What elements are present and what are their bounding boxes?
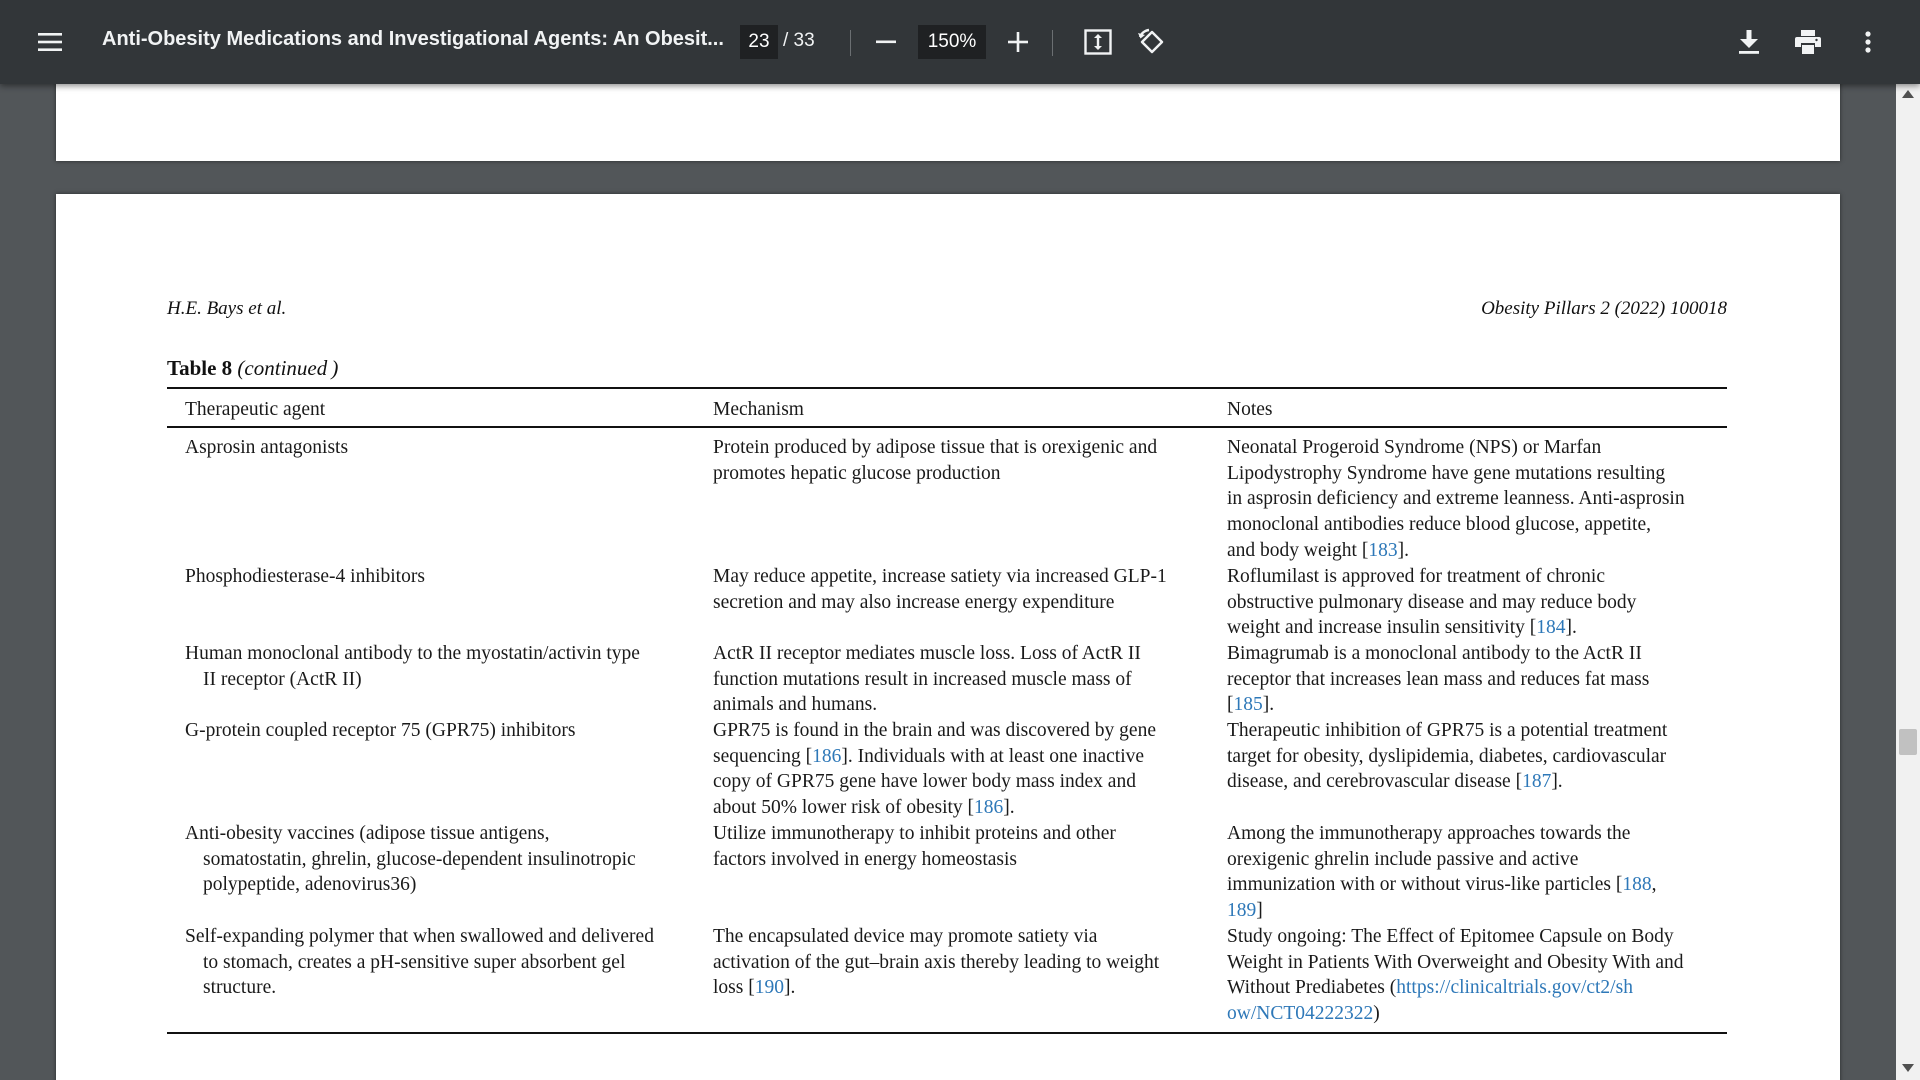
cell-text: ,	[1651, 874, 1657, 896]
cell-line	[1227, 718, 1717, 744]
cell-mechanism	[713, 821, 1201, 872]
citation-link[interactable]: 188	[1622, 874, 1652, 896]
cell-agent	[185, 435, 695, 461]
cell-line	[1227, 512, 1717, 538]
fit-to-page-button[interactable]	[1078, 22, 1118, 62]
toolbar-divider	[850, 30, 851, 56]
cell-agent	[185, 718, 695, 744]
more-vert-icon	[1865, 31, 1871, 53]
cell-text: The encapsulated device may promote satiety via	[713, 926, 1098, 947]
cell-text: Neonatal Progeroid Syndrome (NPS) or Marfan	[1227, 437, 1602, 458]
cell-mechanism	[713, 435, 1201, 486]
print-button[interactable]	[1788, 22, 1828, 62]
cell-line	[1227, 872, 1717, 898]
citation-link[interactable]: 187	[1522, 771, 1552, 793]
table-caption-continued: (continued )	[237, 356, 339, 380]
cell-text: Therapeutic inhibition of GPR75 is a potential treatment	[1227, 720, 1668, 741]
cell-line: animals and humans.	[713, 694, 878, 716]
column-header-notes: Notes	[1227, 399, 1273, 420]
cell-text: disease, and cerebrovascular disease [	[1227, 771, 1523, 793]
cell-text: in asprosin deficiency and extreme leanness. Anti-asprosin	[1227, 488, 1685, 510]
page-total: / 33	[783, 30, 815, 51]
cell-line: II receptor (ActR II)	[203, 668, 362, 690]
cell-text: ].	[1397, 539, 1409, 561]
cell-agent	[185, 924, 695, 1001]
cell-text: orexigenic ghrelin include passive and active	[1227, 848, 1579, 870]
vertical-scrollbar[interactable]	[1896, 84, 1920, 1080]
cell-notes	[1227, 641, 1717, 718]
cell-line	[1227, 924, 1717, 950]
cell-text: loss [	[713, 977, 755, 999]
cell-line: Phosphodiesterase-4 inhibitors	[185, 566, 425, 587]
cell-text: GPR75 is found in the brain and was discovered by gene	[713, 720, 1156, 741]
plus-icon	[1008, 32, 1028, 52]
menu-button[interactable]	[30, 22, 70, 62]
cell-text: about 50% lower risk of obesity [	[713, 797, 975, 819]
cell-line: polypeptide, adenovirus36)	[203, 874, 417, 896]
scroll-up-arrow-icon[interactable]	[1902, 90, 1914, 98]
cell-text: ].	[783, 977, 796, 999]
cell-mechanism	[713, 641, 1201, 718]
cell-line	[1227, 847, 1717, 873]
rotate-icon	[1137, 28, 1165, 56]
cell-line: promotes hepatic glucose production	[713, 462, 1001, 484]
cell-text: sequencing [	[713, 745, 813, 767]
zoom-level-input[interactable]: 150%	[918, 25, 986, 59]
cell-line: Anti-obesity vaccines (adipose tissue antigens,	[185, 823, 550, 844]
cell-line	[1227, 1001, 1717, 1027]
cell-line: Utilize immunotherapy to inhibit proteins and other	[713, 823, 1116, 844]
cell-line: G-protein coupled receptor 75 (GPR75) inhibitors	[185, 720, 576, 741]
print-icon	[1795, 30, 1821, 54]
cell-text: receptor that increases lean mass and reduces fat mass	[1227, 668, 1650, 690]
column-header-mechanism: Mechanism	[713, 399, 804, 420]
cell-text: weight and increase insulin sensitivity [	[1227, 617, 1537, 639]
cell-text: copy of GPR75 gene have lower body mass index and	[713, 771, 1136, 793]
cell-mechanism	[713, 564, 1201, 615]
cell-line: Asprosin antagonists	[185, 437, 349, 458]
cell-mechanism	[713, 924, 1201, 1001]
cell-notes	[1227, 924, 1717, 1027]
cell-notes	[1227, 821, 1717, 924]
cell-line: Human monoclonal antibody to the myostatin/activin type	[185, 643, 640, 664]
cell-text: and body weight [	[1227, 539, 1369, 561]
cell-line	[1227, 538, 1717, 564]
cell-line	[1227, 821, 1717, 847]
cell-line	[1227, 975, 1717, 1001]
toolbar-divider	[1052, 30, 1053, 56]
cell-line	[1227, 692, 1717, 718]
cell-line: ActR II receptor mediates muscle loss. Loss of ActR II	[713, 643, 1141, 664]
cell-agent	[185, 564, 695, 590]
cell-line: somatostatin, ghrelin, glucose-dependent insulinotropic	[203, 848, 636, 870]
cell-line	[1227, 950, 1717, 976]
cell-mechanism	[713, 718, 1201, 821]
citation-link[interactable]: 190	[754, 977, 784, 999]
cell-line: Protein produced by adipose tissue that is orexigenic and	[713, 437, 1158, 458]
cell-text: obstructive pulmonary disease and may reduce body	[1227, 591, 1637, 613]
cell-line: structure.	[203, 977, 277, 999]
cell-agent	[185, 641, 695, 692]
cell-line	[713, 718, 1201, 744]
pdf-toolbar	[0, 0, 1920, 84]
document-title: Anti-Obesity Medications and Investigational Agents: An Obesit...	[102, 28, 724, 50]
table-top-rule	[167, 387, 1727, 389]
cell-text: [	[1227, 694, 1234, 716]
table-header-rule	[167, 426, 1727, 428]
running-head-journal: Obesity Pillars 2 (2022) 100018	[1481, 298, 1727, 319]
cell-text: Weight in Patients With Overweight and Obesity With and	[1227, 951, 1684, 973]
rotate-button[interactable]	[1131, 22, 1171, 62]
download-button[interactable]	[1729, 22, 1769, 62]
menu-icon	[38, 32, 62, 52]
cell-text: )	[1373, 1003, 1380, 1025]
cell-line	[713, 744, 1201, 770]
scroll-down-arrow-icon[interactable]	[1902, 1064, 1914, 1072]
citation-link[interactable]: ow/NCT04222322	[1227, 1003, 1374, 1025]
citation-link[interactable]: 185	[1233, 694, 1263, 716]
cell-text: immunization with or without virus-like particles [	[1227, 874, 1623, 896]
cell-line: factors involved in energy homeostasis	[713, 848, 1017, 870]
cell-line	[1227, 641, 1717, 667]
cell-line: to stomach, creates a pH-sensitive super absorbent gel	[203, 951, 626, 973]
cell-line: May reduce appetite, increase satiety via increased GLP-1	[713, 566, 1167, 587]
cell-text: Roflumilast is approved for treatment of chronic	[1227, 566, 1605, 587]
cell-text: target for obesity, dyslipidemia, diabetes, cardiovascular	[1227, 745, 1667, 767]
citation-link[interactable]: 184	[1536, 617, 1566, 639]
zoom-out-button[interactable]	[866, 22, 906, 62]
citation-link[interactable]: 183	[1368, 539, 1398, 561]
cell-text: ].	[1551, 771, 1563, 793]
cell-text: activation of the gut–brain axis thereby leading to weight	[713, 951, 1160, 973]
more-options-button[interactable]	[1848, 22, 1888, 62]
cell-line	[1227, 615, 1717, 641]
cell-text: Lipodystrophy Syndrome have gene mutations resulting	[1227, 462, 1666, 484]
cell-line: secretion and may also increase energy expenditure	[713, 591, 1115, 613]
cell-line	[1227, 486, 1717, 512]
fit-to-page-icon	[1084, 29, 1112, 55]
cell-line	[713, 769, 1201, 795]
table-caption-label: Table 8	[167, 356, 233, 380]
page-number-input[interactable]: 23	[740, 25, 778, 59]
cell-line	[1227, 744, 1717, 770]
cell-line	[1227, 435, 1717, 461]
cell-line: Self-expanding polymer that when swallowed and delivered	[185, 926, 654, 947]
cell-notes	[1227, 435, 1717, 564]
cell-text: ].	[1262, 694, 1275, 716]
cell-notes	[1227, 718, 1717, 795]
cell-text: Bimagrumab is a monoclonal antibody to the ActR II	[1227, 643, 1642, 664]
cell-text: ].	[1565, 617, 1577, 639]
cell-line	[1227, 461, 1717, 487]
zoom-in-button[interactable]	[998, 22, 1038, 62]
cell-text: ].	[1003, 797, 1015, 819]
cell-notes	[1227, 564, 1717, 641]
cell-text: Without Prediabetes (	[1227, 977, 1397, 999]
table-bottom-rule	[167, 1032, 1727, 1034]
cell-text: Among the immunotherapy approaches towards the	[1227, 823, 1631, 844]
cell-text: ]	[1256, 900, 1263, 922]
cell-line	[713, 950, 1201, 976]
table-caption	[167, 356, 338, 381]
cell-line	[1227, 769, 1717, 795]
citation-link[interactable]: 189	[1227, 900, 1257, 922]
cell-line	[1227, 590, 1717, 616]
download-icon	[1738, 30, 1760, 54]
cell-line	[1227, 564, 1717, 590]
minus-icon	[876, 40, 896, 44]
cell-line	[713, 924, 1201, 950]
citation-link[interactable]: https://clinicaltrials.gov/ct2/sh	[1396, 977, 1633, 999]
column-header-agent: Therapeutic agent	[185, 399, 326, 420]
citation-link[interactable]: 186	[974, 797, 1004, 819]
cell-text: monoclonal antibodies reduce blood glucose, appetite,	[1227, 514, 1652, 536]
running-head-authors: H.E. Bays et al.	[167, 298, 287, 319]
cell-agent	[185, 821, 695, 898]
cell-line: function mutations result in increased muscle mass of	[713, 668, 1132, 690]
cell-line	[713, 975, 1201, 1001]
cell-line	[1227, 898, 1717, 924]
cell-text: Study ongoing: The Effect of Epitomee Capsule on Body	[1227, 926, 1674, 947]
cell-line	[713, 795, 1201, 821]
citation-link[interactable]: 186	[812, 745, 842, 767]
cell-line	[1227, 667, 1717, 693]
cell-text: ]. Individuals with at least one inactive	[841, 745, 1145, 767]
scrollbar-thumb[interactable]	[1899, 729, 1917, 755]
